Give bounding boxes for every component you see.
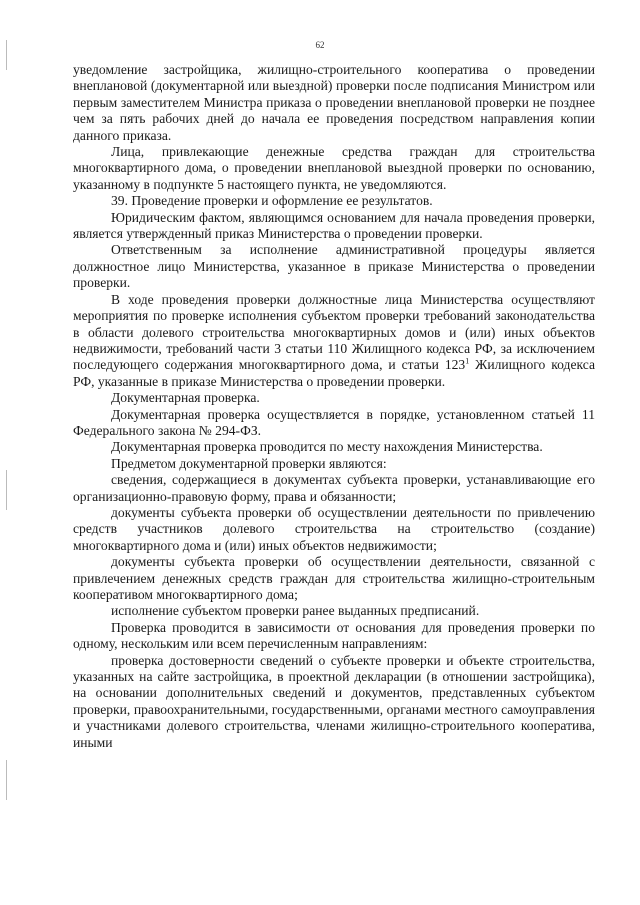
- paragraph: документы субъекта проверки об осуществлении деятельности по привлечению средств участников долевого строительства на строительство (создание) многоквартирного дома и (или) иных объектов недвижимости;: [73, 504, 595, 553]
- scan-artifact: [6, 470, 7, 510]
- paragraph: В ходе проведения проверки должностные лица Министерства осуществляют мероприятия по проверке исполнения субъектом проверки требований законодательства в области долевого строительства многоквартирных домов и (или) иных объектов недвижимости, требований части 3 статьи 110 Жилищного кодекса РФ, за исключением последующего содержания многоквартирного дома, и статьи $123^1$ Жилищного кодекса РФ, указанные в приказе Министерства о проведении проверки.: [73, 291, 595, 389]
- paragraph: Юридическим фактом, являющимся основанием для начала проведения проверки, является утвержденный приказ Министерства о проведении проверки.: [73, 209, 595, 242]
- paragraph: проверка достоверности сведений о субъекте проверки и объекте строительства, указанных на сайте застройщика, в проектной декларации (в отношении застройщика), на основании дополнительных сведений и документов, представленных субъектом проверки, правоохранительными, государственными, органами местного самоуправления и участниками долевого строительства, членами жилищно-строительного кооператива, иными: [73, 652, 595, 750]
- paragraph: исполнение субъектом проверки ранее выданных предписаний.: [111, 603, 480, 619]
- superscript: 1: [465, 356, 470, 366]
- paragraph: сведения, содержащиеся в документах субъекта проверки, устанавливающие его организационно-правовую форму, права и обязанности;: [73, 472, 595, 504]
- paragraph: Документарная проверка проводится по месту нахождения Министерства.: [111, 439, 543, 455]
- paragraph: Документарная проверка.: [111, 390, 260, 406]
- paragraph: документы субъекта проверки об осуществлении деятельности, связанной с привлечением денежных средств граждан для строительства жилищно-строительным кооперативом многоквартирного дома;: [73, 554, 595, 602]
- paragraph: Лица, привлекающие денежные средства граждан для строительства многоквартирного дома, о проведении внеплановой выездной проверки по основанию, указанному в подпункте 5 настоящего пункта, не уведомляются.: [73, 144, 595, 192]
- paragraph: Документарная проверка осуществляется в порядке, установленном статьей 11 Федерального закона № 294-ФЗ.: [73, 406, 595, 438]
- paragraph: Проверка проводится в зависимости от основания для проведения проверки по одному, нескольким или всем перечисленным направлениям:: [73, 619, 595, 652]
- paragraph: Предметом документарной проверки являются:: [111, 455, 387, 471]
- page-number: 62: [315, 40, 325, 50]
- scan-artifact: [6, 760, 7, 800]
- paragraph: 39. Проведение проверки и оформление ее результатов.: [111, 193, 433, 209]
- document-body: [73, 62, 595, 751]
- paragraph: Ответственным за исполнение административной процедуры является должностное лицо Министерства, указанное в приказе Министерства о проведении проверки.: [73, 242, 595, 291]
- paragraph: уведомление застройщика, жилищно-строительного кооператива о проведении внеплановой (документарной или выездной) проверки после подписания Министром или первым заместителем Министра приказа о проведении внеплановой проверки не позднее чем за пять рабочих дней до начала ее проведения посредством направления копии данного приказа.: [73, 62, 595, 143]
